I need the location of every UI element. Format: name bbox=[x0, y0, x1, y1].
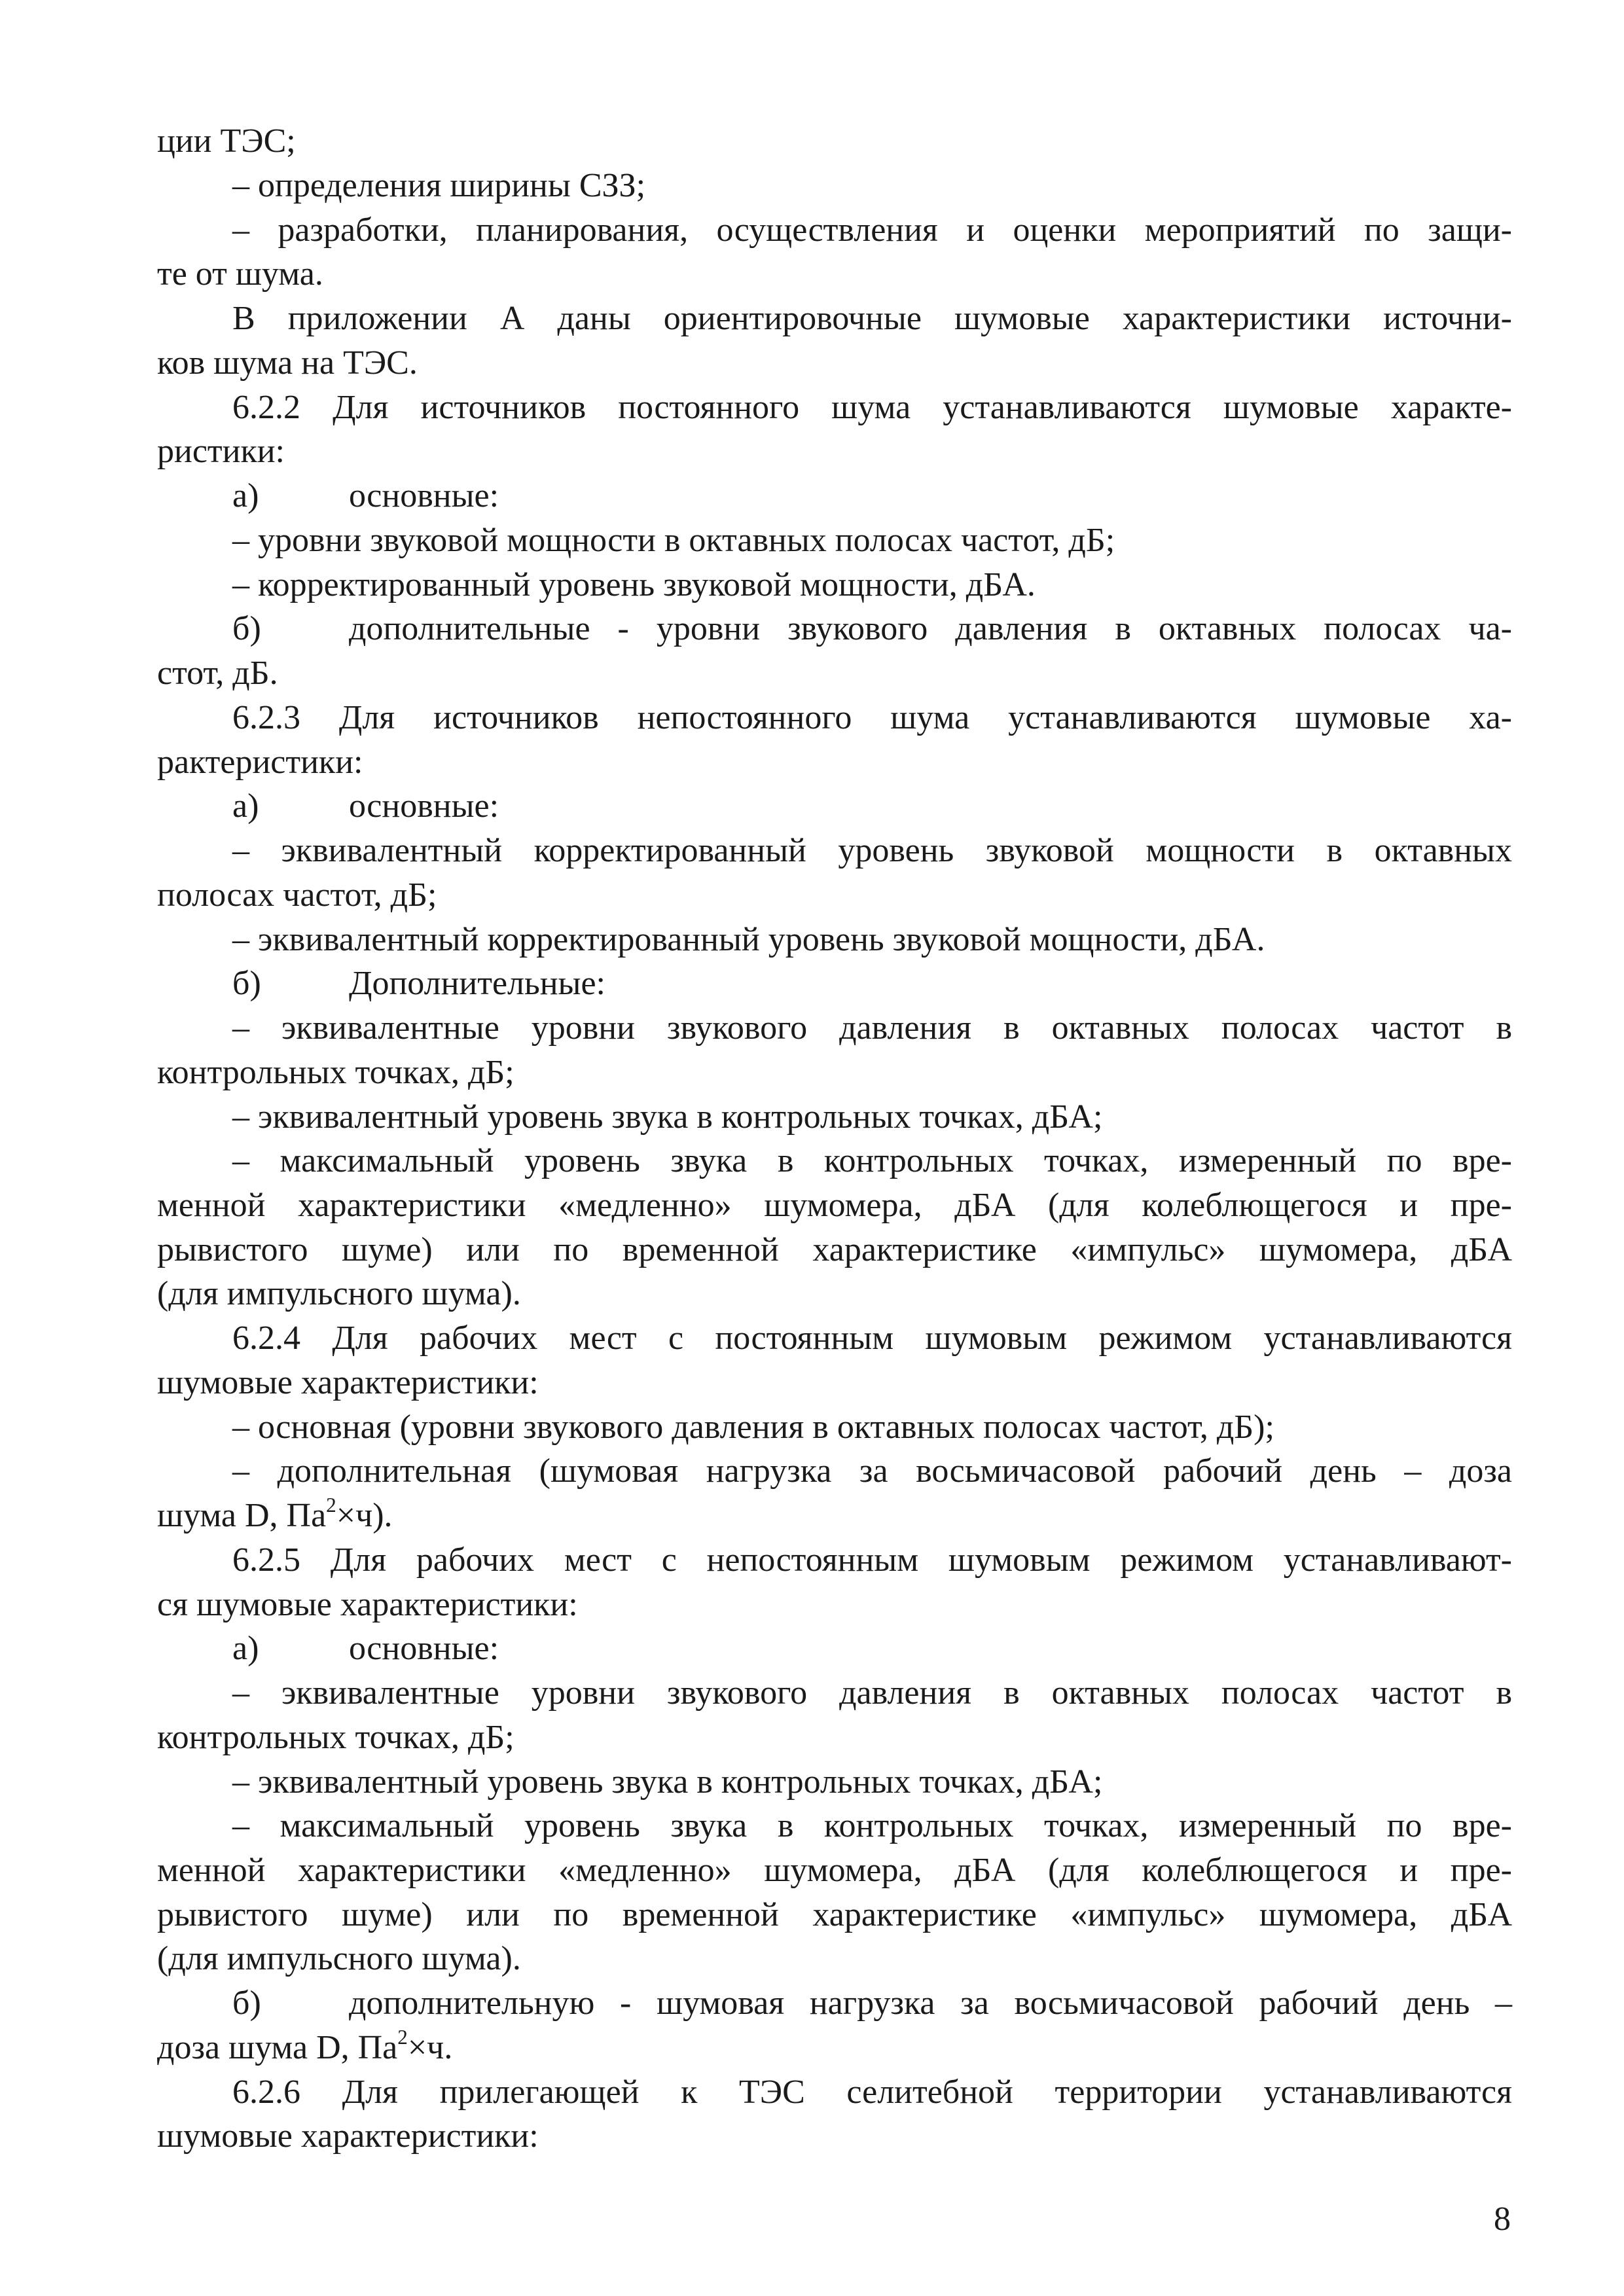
text-line: рывистого шуме) или по временной характеристике «импульс» шумомера, дБА bbox=[157, 1231, 1512, 1268]
text-line: (для импульсного шума). bbox=[157, 1940, 521, 1977]
clause-6-2-3: 6.2.3 Для источников непостоянного шума устанавливаются шумовые ха- bbox=[232, 699, 1512, 736]
text-line: менной характеристики «медленно» шумомера, дБА (для колеблющегося и пре- bbox=[157, 1852, 1512, 1889]
list-item: – эквивалентный уровень звука в контрольных точках, дБА; bbox=[232, 1098, 1103, 1136]
item-label: б) bbox=[232, 610, 261, 647]
list-item: – эквивалентные уровни звукового давления в октавных полосах частот в bbox=[232, 1009, 1512, 1047]
list-item: – уровни звуковой мощности в октавных полосах частот, дБ; bbox=[232, 522, 1115, 559]
text-line: шумовые характеристики: bbox=[157, 1364, 539, 1401]
text-line: стот, дБ. bbox=[157, 655, 278, 692]
text-line: ристики: bbox=[157, 433, 285, 470]
text-line: те от шума. bbox=[157, 255, 323, 293]
clause-6-2-4: 6.2.4 Для рабочих мест с постоянным шумовым режимом устанавливаются bbox=[232, 1319, 1512, 1357]
text-line: рывистого шуме) или по временной характеристике «импульс» шумомера, дБА bbox=[157, 1896, 1512, 1933]
text-line: менной характеристики «медленно» шумомера, дБА (для колеблющегося и пре- bbox=[157, 1187, 1512, 1224]
text-line: контрольных точках, дБ; bbox=[157, 1054, 514, 1091]
list-item: – эквивалентный уровень звука в контрольных точках, дБА; bbox=[232, 1763, 1103, 1801]
item-text: дополнительные - уровни звукового давления в октавных полосах ча- bbox=[349, 610, 1512, 647]
text-line: ся шумовые характеристики: bbox=[157, 1586, 578, 1623]
text-line: шумовые характеристики: bbox=[157, 2117, 539, 2155]
list-item: – определения ширины СЗЗ; bbox=[232, 167, 646, 204]
list-item: – максимальный уровень звука в контрольных точках, измеренный по вре- bbox=[232, 1142, 1512, 1179]
list-item: – эквивалентные уровни звукового давления в октавных полосах частот в bbox=[232, 1674, 1512, 1712]
text-line: ков шума на ТЭС. bbox=[157, 344, 418, 382]
text-line: ции ТЭС; bbox=[157, 122, 296, 160]
text-line: шума D, $Па^2\times ч$). bbox=[157, 1494, 393, 1534]
list-item: – эквивалентный корректированный уровень звуковой мощности, дБА. bbox=[232, 921, 1265, 958]
clause-6-2-5: 6.2.5 Для рабочих мест с непостоянным шумовым режимом устанавливают- bbox=[232, 1541, 1512, 1579]
item-label: а) bbox=[232, 477, 259, 514]
text-line: полосах частот, дБ; bbox=[157, 876, 437, 914]
item-text: основные: bbox=[349, 477, 499, 514]
clause-6-2-6: 6.2.6 Для прилегающей к ТЭС селитебной территории устанавливаются bbox=[232, 2073, 1512, 2111]
list-item: – разработки, планирования, осуществления и оценки мероприятий по защи- bbox=[232, 211, 1512, 249]
list-item: – дополнительная (шумовая нагрузка за восьмичасовой рабочий день – доза bbox=[232, 1452, 1512, 1490]
item-text: Дополнительные: bbox=[349, 965, 605, 1002]
item-text: основные: bbox=[349, 787, 499, 825]
text-line: рактеристики: bbox=[157, 744, 363, 781]
item-label: б) bbox=[232, 1984, 261, 2022]
item-text: основные: bbox=[349, 1630, 499, 1667]
item-label: а) bbox=[232, 787, 259, 825]
item-text: дополнительную - шумовая нагрузка за восьмичасовой рабочий день – bbox=[349, 1984, 1512, 2022]
list-item: – основная (уровни звукового давления в октавных полосах частот, дБ); bbox=[232, 1408, 1274, 1446]
list-item: – эквивалентный корректированный уровень звуковой мощности в октавных bbox=[232, 832, 1512, 869]
page-number: 8 bbox=[1494, 2200, 1511, 2238]
list-item: – корректированный уровень звуковой мощности, дБА. bbox=[232, 566, 1036, 603]
text-line: (для импульсного шума). bbox=[157, 1275, 521, 1312]
list-item: – максимальный уровень звука в контрольных точках, измеренный по вре- bbox=[232, 1807, 1512, 1844]
paragraph-line: В приложении А даны ориентировочные шумовые характеристики источни- bbox=[232, 300, 1512, 337]
clause-6-2-2: 6.2.2 Для источников постоянного шума устанавливаются шумовые характе- bbox=[232, 389, 1512, 426]
item-label: а) bbox=[232, 1630, 259, 1667]
item-label: б) bbox=[232, 965, 261, 1002]
text-line: контрольных точках, дБ; bbox=[157, 1719, 514, 1756]
text-line: доза шума D, $Па^2\times ч$. bbox=[157, 2026, 453, 2066]
